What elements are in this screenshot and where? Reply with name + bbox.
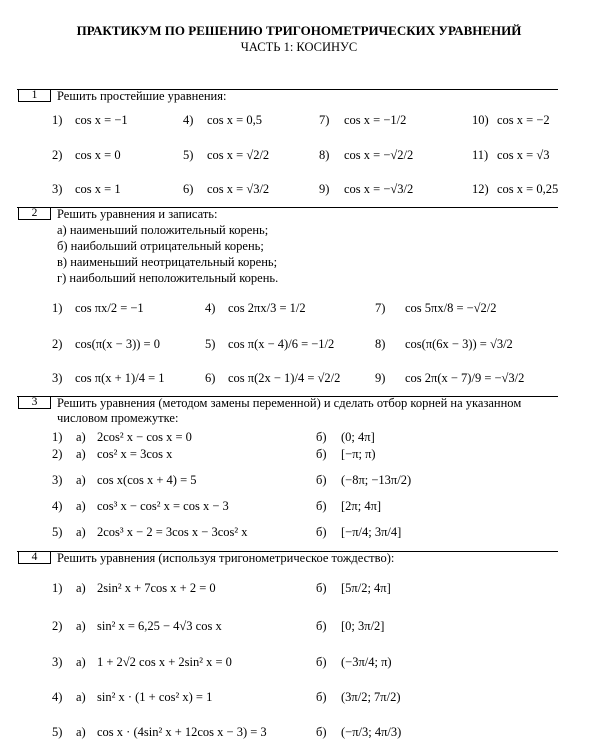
equation: cos π(2x − 1)/4 = √2/2 — [228, 371, 341, 385]
part-label: б) — [316, 581, 327, 595]
equation: cos 2π(x − 7)/9 = −√3/2 — [405, 371, 525, 385]
section-number-4: 4 — [18, 551, 51, 564]
page-subtitle: ЧАСТЬ 1: КОСИНУС — [240, 40, 358, 54]
equation: cos(π(6x − 3)) = √3/2 — [405, 337, 513, 351]
part-label: а) — [76, 619, 86, 633]
equation: cos πx/2 = −1 — [75, 301, 144, 315]
equation: 2sin² x + 7cos x + 2 = 0 — [97, 581, 216, 595]
option-line: г) наибольший неположительный корень. — [57, 271, 279, 285]
item-label: 3) — [52, 473, 63, 487]
part-label: б) — [316, 525, 327, 539]
item-label: 1) — [52, 430, 63, 444]
equation: cos x(cos x + 4) = 5 — [97, 473, 197, 487]
item-label: 7) — [319, 113, 330, 127]
part-label: а) — [76, 473, 86, 487]
equation: cos x = −1 — [75, 113, 128, 127]
item-label: 11) — [472, 148, 489, 162]
interval: (0; 4π] — [341, 430, 375, 444]
item-label: 3) — [52, 655, 63, 669]
item-label: 9) — [375, 371, 386, 385]
item-label: 5) — [52, 525, 63, 539]
equation: 1 + 2√2 cos x + 2sin² x = 0 — [97, 655, 232, 669]
section-heading-3: Решить уравнения (методом замены переменной) и сделать отбор корней на указанном — [57, 396, 522, 410]
part-label: б) — [316, 690, 327, 704]
part-label: б) — [316, 619, 327, 633]
item-label: 3) — [52, 371, 63, 385]
item-label: 6) — [205, 371, 216, 385]
item-label: 6) — [183, 182, 194, 196]
part-label: б) — [316, 430, 327, 444]
part-label: а) — [76, 725, 86, 739]
item-label: 4) — [52, 690, 63, 704]
item-label: 2) — [52, 337, 63, 351]
item-label: 2) — [52, 148, 63, 162]
section-heading-2: Решить уравнения и записать: — [57, 207, 218, 221]
equation: cos 2πx/3 = 1/2 — [228, 301, 306, 315]
item-label: 2) — [52, 619, 63, 633]
section-heading-3-cont: числовом промежутке: — [57, 411, 179, 425]
equation: sin² x · (1 + cos² x) = 1 — [97, 690, 213, 704]
item-label: 1) — [52, 301, 63, 315]
equation: cos³ x − cos² x = cos x − 3 — [97, 499, 229, 513]
interval: [−π; π) — [341, 447, 376, 461]
equation: cos π(x − 4)/6 = −1/2 — [228, 337, 335, 351]
equation: cos x = 1 — [75, 182, 121, 196]
equation: sin² x = 6,25 − 4√3 cos x — [97, 619, 222, 633]
equation: cos x = −√2/2 — [344, 148, 414, 162]
part-label: а) — [76, 447, 86, 461]
item-label: 1) — [52, 113, 63, 127]
section-number-3: 3 — [18, 396, 51, 409]
equation: cos x = 0,25 — [497, 182, 559, 196]
item-label: 5) — [205, 337, 216, 351]
section-heading-4: Решить уравнения (используя тригонометрическое тождество): — [57, 551, 395, 565]
interval: (−8π; −13π/2) — [341, 473, 412, 487]
page-title: ПРАКТИКУМ ПО РЕШЕНИЮ ТРИГОНОМЕТРИЧЕСКИХ УРАВНЕНИЙ — [76, 23, 522, 38]
part-label: б) — [316, 447, 327, 461]
equation: cos² x = 3cos x — [97, 447, 173, 461]
item-label: 1) — [52, 581, 63, 595]
section-number-2: 2 — [18, 207, 51, 220]
item-label: 3) — [52, 182, 63, 196]
item-label: 12) — [472, 182, 489, 196]
equation: cos(π(x − 3)) = 0 — [75, 337, 160, 351]
part-label: а) — [76, 525, 86, 539]
interval: [−π/4; 3π/4] — [341, 525, 402, 539]
part-label: б) — [316, 655, 327, 669]
equation: cos x = −2 — [497, 113, 550, 127]
equation: 2cos³ x − 2 = 3cos x − 3cos² x — [97, 525, 248, 539]
part-label: а) — [76, 581, 86, 595]
item-label: 5) — [52, 725, 63, 739]
part-label: б) — [316, 473, 327, 487]
equation: cos x = −1/2 — [344, 113, 407, 127]
equation: cos x = −√3/2 — [344, 182, 414, 196]
item-label: 8) — [375, 337, 386, 351]
equation: cos x · (4sin² x + 12cos x − 3) = 3 — [97, 725, 267, 739]
part-label: а) — [76, 499, 86, 513]
item-label: 8) — [319, 148, 330, 162]
equation: cos 5πx/8 = −√2/2 — [405, 301, 497, 315]
interval: (3π/2; 7π/2) — [341, 690, 401, 704]
item-label: 4) — [183, 113, 194, 127]
option-line: а) наименьший положительный корень; — [57, 223, 269, 237]
interval: (−π/3; 4π/3) — [341, 725, 402, 739]
interval: [2π; 4π] — [341, 499, 382, 513]
part-label: а) — [76, 430, 86, 444]
interval: [0; 3π/2] — [341, 619, 385, 633]
interval: (−3π/4; π) — [341, 655, 392, 669]
part-label: б) — [316, 499, 327, 513]
interval: [5π/2; 4π] — [341, 581, 391, 595]
option-line: в) наименьший неотрицательный корень; — [57, 255, 278, 269]
equation: cos x = √2/2 — [207, 148, 270, 162]
part-label: б) — [316, 725, 327, 739]
item-label: 4) — [205, 301, 216, 315]
section-heading-1: Решить простейшие уравнения: — [57, 89, 227, 103]
equation: cos x = 0,5 — [207, 113, 262, 127]
item-label: 9) — [319, 182, 330, 196]
equation: cos x = 0 — [75, 148, 121, 162]
equation: cos x = √3 — [497, 148, 550, 162]
item-label: 5) — [183, 148, 194, 162]
part-label: а) — [76, 655, 86, 669]
item-label: 7) — [375, 301, 386, 315]
equation: cos π(x + 1)/4 = 1 — [75, 371, 165, 385]
item-label: 2) — [52, 447, 63, 461]
equation: cos x = √3/2 — [207, 182, 270, 196]
item-label: 4) — [52, 499, 63, 513]
part-label: а) — [76, 690, 86, 704]
section-number-1: 1 — [18, 89, 51, 102]
equation: 2cos² x − cos x = 0 — [97, 430, 192, 444]
item-label: 10) — [472, 113, 489, 127]
option-line: б) наибольший отрицательный корень; — [57, 239, 264, 253]
